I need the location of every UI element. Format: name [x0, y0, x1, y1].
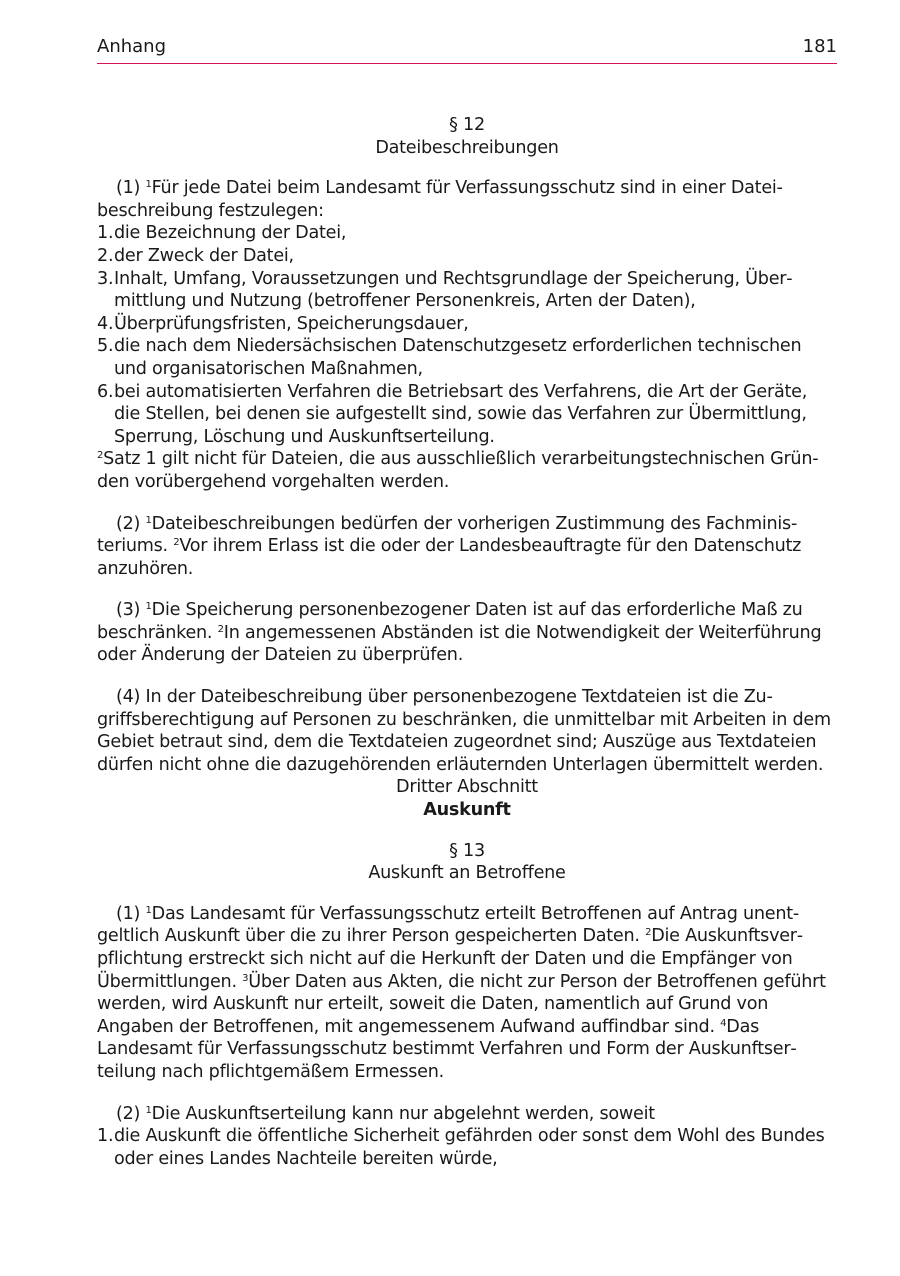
paragraph-12-2: (2) $^1$Dateibeschreibungen bedürfen der vorherigen Zustimmung des Fachministeriums. $^2$Vor ihrem Erlass ist die oder der Landesbeauftragte für den Datenschutz anzuhören. [97, 513, 802, 579]
page-number: 181 [802, 36, 837, 57]
chapter-label: Dritter Abschnitt [396, 777, 538, 798]
section-title: Dateibeschreibungen [375, 137, 559, 158]
paragraph-13-1: (1) $^1$Das Landesamt für Verfassungsschutz erteilt Betroffenen auf Antrag unentgeltlich Auskunft über die zu ihrer Person gespeicherten Daten. $^2$Die Auskunftsverpflichtung erstreckt sich nicht auf die Herkunft der Daten und die Empfänger von Übermittlungen. $^3$Über Daten aus Akten, die nicht zur Person der Betroffenen geführt werden, wird Auskunft nur erteilt, soweit die Daten, namentlich auf Grund von Angaben der Betroffenen, mit angemessenem Aufwand auffindbar sind. $^4$Das Landesamt für Verfassungsschutz bestimmt Verfahren und Form der Auskunftserteilung nach pflichtgemäßem Ermessen. [97, 903, 826, 1082]
list-item: 1. die Bezeichnung der Datei, [97, 223, 347, 244]
list-item: 6. bei automatisierten Verfahren die Betriebsart des Verfahrens, die Art der Geräte, die Stellen, bei denen sie aufgestellt sind, sowie das Verfahren zur Übermittlung, Sperrung, Löschung und Auskunftserteilung. [97, 381, 808, 447]
chapter-title: Auskunft [423, 800, 511, 821]
list-item: 4. Überprüfungsfristen, Speicherungsdauer, [97, 313, 469, 334]
section-13-heading [97, 840, 837, 885]
section-12-heading [97, 114, 837, 159]
paragraph-12-3: (3) $^1$Die Speicherung personenbezogener Daten ist auf das erforderliche Maß zu beschränken. $^2$In angemessenen Abständen ist die Notwendigkeit der Weiterführung oder Änderung der Dateien zu überprüfen. [97, 600, 822, 666]
list-item: 5. die nach dem Niedersächsischen Datenschutzgesetz erforderlichen technischen und organisatorischen Maßnahmen, [97, 336, 802, 379]
list-item: 2. der Zweck der Datei, [97, 245, 294, 266]
paragraph-12-1: (1) $^1$Für jede Datei beim Landesamt für Verfassungsschutz sind in einer Dateibeschreibung festzulegen: [97, 178, 783, 221]
list-13-2 [97, 1125, 837, 1170]
paragraph-13-2: (2) $^1$Die Auskunftserteilung kann nur abgelehnt werden, soweit [116, 1103, 655, 1124]
section-number: § 13 [449, 840, 485, 861]
list-item: 1. die Auskunft die öffentliche Sicherheit gefährden oder sonst dem Wohl des Bundes oder eines Landes Nachteile bereiten würde, [97, 1126, 825, 1169]
list-item: 3. Inhalt, Umfang, Voraussetzungen und Rechtsgrundlage der Speicherung, Übermittlung und Nutzung (betroffener Personenkreis, Arten der Daten), [97, 268, 793, 312]
chapter-heading [97, 776, 837, 821]
section-title: Auskunft an Betroffene [368, 863, 566, 884]
running-header [97, 36, 837, 64]
paragraph-12-4: (4) In der Dateibeschreibung über personenbezogene Textdateien ist die Zugriffsberechtigung auf Personen zu beschränken, die unmittelbar mit Arbeiten in dem Gebiet betraut sind, dem die Textdateien zugeordnet sind; Auszüge aus Textdateien dürfen nicht ohne die dazugehörenden erläuternden Unterlagen übermittelt werden. [97, 687, 831, 775]
header-section: Anhang [97, 36, 166, 57]
paragraph-12-1-closing: $^2$Satz 1 gilt nicht für Dateien, die aus ausschließlich verarbeitungstechnischen Gründen vorübergehend vorgehalten werden. [97, 449, 819, 492]
body-text [97, 114, 837, 1170]
list-12-1 [97, 222, 837, 448]
section-number: § 12 [449, 115, 485, 135]
